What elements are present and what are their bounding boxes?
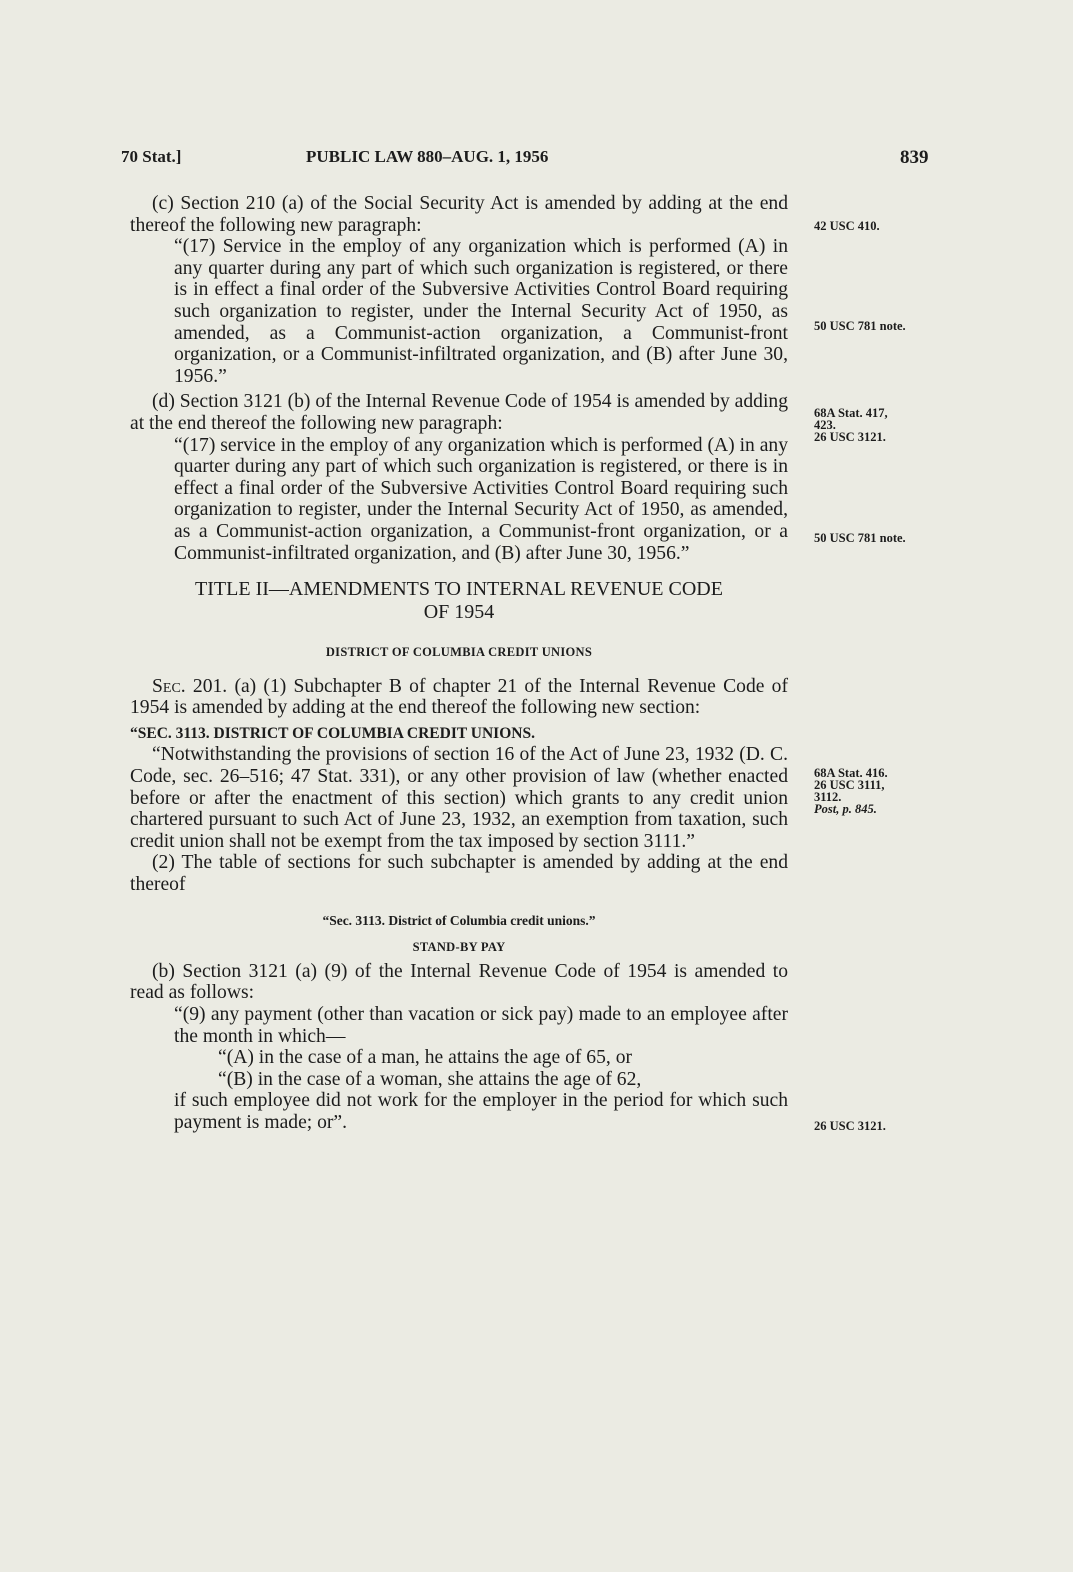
subhead-dc-credit-unions: DISTRICT OF COLUMBIA CREDIT UNIONS [325,645,593,660]
margin-note-line: 423. [814,418,836,432]
margin-note-line: 3112. [814,790,842,804]
page-number: 839 [900,147,929,168]
paragraph-c-17: “(17) Service in the employ of any organization which is performed (A) in any quarter during any part of which such organization is registered, or there is in effect a final order of the Subversive Activities Control Board requiring such organization to register, under the Internal Security Act of 1950, as amended, as a Communist-action organization, a Communist-front organization, or a Communist-infiltrated organization, and (B) after June 30, 1956.” [174,236,788,387]
subhead-stand-by-pay: STAND-BY PAY [412,940,506,955]
clause-A: “(A) in the case of a man, he attains the age of 65, or [218,1047,633,1069]
table-of-sections-entry: “Sec. 3113. District of Columbia credit unions.” [322,912,596,928]
margin-note-line: 68A Stat. 416. [814,766,888,780]
margin-note-26-usc-3121: 26 USC 3121. [814,1119,886,1133]
paragraph-2-table: (2) The table of sections for such subchapter is amended by adding at the end thereof [130,852,788,896]
section-3113-heading: “SEC. 3113. DISTRICT OF COLUMBIA CREDIT UNIONS. [130,724,535,742]
title-heading-line2: OF 1954 [423,601,495,624]
paragraph-9: “(9) any payment (other than vacation or sick pay) made to an employee after the month in which— [174,1004,788,1047]
margin-note-68a-stat-417 [814,407,954,443]
paragraph-d: (d) Section 3121 (b) of the Internal Revenue Code of 1954 is amended by adding at the end thereof the following new paragraph: [130,391,788,434]
title-heading-line1: TITLE II—AMENDMENTS TO INTERNAL REVENUE CODE [195,578,723,601]
main-text-column [130,193,788,1134]
section-3113-text: “Notwithstanding the provisions of section 16 of the Act of June 23, 1932 (D. C. Code, sec. 26–516; 47 Stat. 331), or any other provision of law (whether enacted before or after the enactment of this section) which grants to any credit union chartered pursuant to such Act of June 23, 1932, an exemption from taxation, such credit union shall not be exempt from the tax imposed by section 3111.” [130,744,788,852]
margin-note-68a-stat-416 [814,767,954,815]
margin-note-line: Post, p. 845. [814,802,877,816]
margin-note-50-usc-781: 50 USC 781 note. [814,319,906,333]
running-head-title: PUBLIC LAW 880–AUG. 1, 1956 [306,147,549,166]
paragraph-9-tail: if such employee did not work for the employer in the period for which such payment is made; or”. [174,1090,788,1133]
running-head-volume: 70 Stat.] [121,147,182,166]
margin-note-line: 26 USC 3111, [814,778,885,792]
margin-note-50-usc-781-second: 50 USC 781 note. [814,531,906,545]
margin-note-line: 26 USC 3121. [814,430,886,444]
sec-label: Sec. [152,675,186,697]
clause-B: “(B) in the case of a woman, she attains the age of 62, [218,1068,642,1090]
section-201-a-1 [130,676,788,719]
paragraph-d-17: “(17) service in the employ of any organization which is performed (A) in any quarter during any part of which such organization is registered, or there is in effect a final order of the Subversive Activities Control Board requiring such organization to register, under the Internal Security Act of 1950, as amended, as a Communist-action organization, a Communist-front organization, or a Communist-infiltrated organization, and (B) after June 30, 1956.” [174,434,788,564]
margin-note-line: 68A Stat. 417, [814,406,888,420]
paragraph-c: (c) Section 210 (a) of the Social Security Act is amended by adding at the end thereof the following new paragraph: [130,193,788,236]
margin-note-42-usc-410: 42 USC 410. [814,219,880,233]
paragraph-b: (b) Section 3121 (a) (9) of the Internal Revenue Code of 1954 is amended to read as follows: [130,960,788,1004]
section-201-text: 201. (a) (1) Subchapter B of chapter 21 of the Internal Revenue Code of 1954 is amended by adding at the end thereof the following new section: [130,675,788,719]
